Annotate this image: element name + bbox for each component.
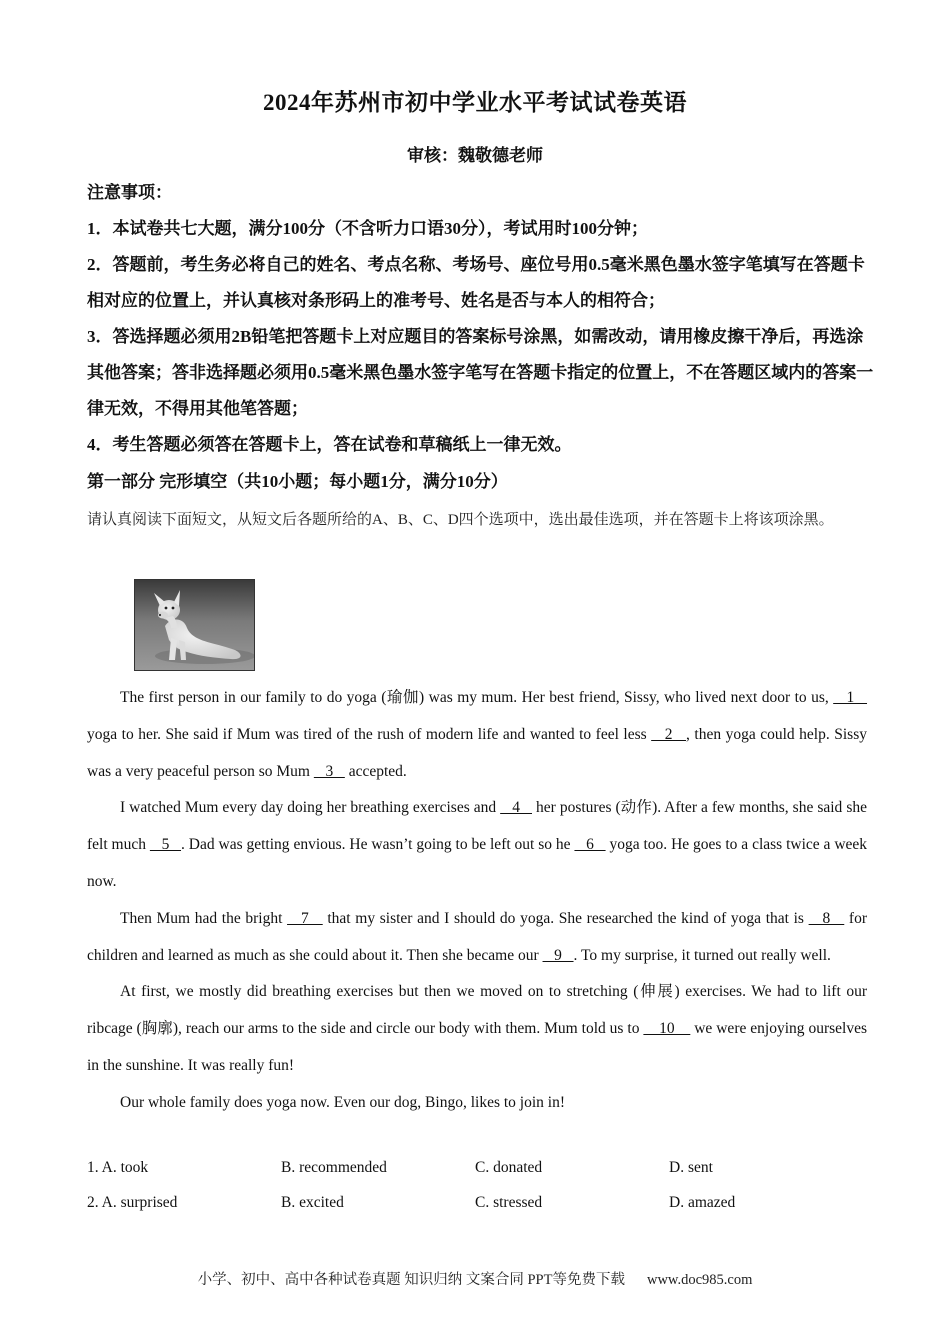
option-2a: 2. A. surprised [87, 1194, 178, 1211]
option-1b: B. recommended [281, 1159, 387, 1176]
blank-6: 6 [574, 836, 606, 854]
option-1c: C. donated [475, 1159, 543, 1176]
passage-text: The first person in our family to do yoga (瑜伽) was my mum. Her best friend, Sissy, who lived next door to us, [120, 689, 834, 706]
blank-4: 4 [500, 799, 532, 817]
dog-yoga-illustration [135, 580, 254, 670]
passage-text: . Dad was getting envious. He wasn’t going to be left out so he [181, 836, 575, 854]
passage-text: yoga to her. She said if Mum was tired of the rush of modern life and wanted to feel less [87, 725, 652, 743]
dog-yoga-photo [134, 579, 255, 671]
section-instruction: 请认真阅读下面短文，从短文后各题所给的A、B、C、D四个选项中，选出最佳选项，并在答题卡上将该项涂黑。 [87, 512, 834, 528]
blank-9: 9 [542, 946, 574, 964]
option-2b: B. excited [281, 1194, 344, 1211]
section-heading: 第一部分 完形填空（共10小题；每小题1分，满分10分） [87, 472, 508, 491]
exam-notes [87, 175, 877, 463]
cloze-passage [87, 680, 867, 1122]
blank-5: 5 [149, 836, 182, 854]
passage-text: I watched Mum every day doing her breathing exercises and [120, 799, 501, 817]
blank-3: 3 [313, 762, 345, 780]
footer-text: 小学、初中、高中各种试卷真题 知识归纳 文案合同 PPT等免费下载 [197, 1272, 625, 1288]
note-item-2: 2．答题前，考生务必将自己的姓名、考点名称、考场号、座位号用0.5毫米黑色墨水签字笔填写在答题卡相对应的位置上，并认真核对条形码上的准考号、姓名是否与本人的相符合； [87, 255, 865, 310]
option-2d: D. amazed [669, 1194, 736, 1211]
option-1d: D. sent [669, 1159, 713, 1176]
passage-paragraph-4 [87, 974, 867, 1084]
passage-text: yoga too. He goes to a class twice a week now. [87, 836, 868, 890]
passage-paragraph-2 [87, 790, 867, 900]
passage-paragraph-1 [87, 680, 867, 790]
passage-text: we were enjoying ourselves in the sunshine. It was really fun! [87, 1020, 867, 1074]
passage-text: for children and learned as much as she could about it. Then she became our [87, 909, 867, 964]
passage-paragraph-5: Our whole family does yoga now. Even our dog, Bingo, likes to join in! [120, 1093, 565, 1111]
blank-10: 10 [643, 1020, 691, 1038]
answer-options [87, 1153, 867, 1223]
blank-8: 8 [808, 909, 845, 927]
blank-7: 7 [287, 909, 323, 927]
option-2c: C. stressed [475, 1194, 543, 1211]
passage-text: At first, we mostly did breathing exercises but then we moved on to stretching (伸展) exercises. We had to lift our ribcage (胸廓), reach our arms to the side and circle our body with them. Mum told us to [87, 983, 867, 1038]
question-2-options [87, 1188, 867, 1223]
passage-text: , then yoga could help. Sissy was a very peaceful person so Mum [87, 725, 867, 780]
footer-url: www.doc985.com [646, 1272, 753, 1288]
passage-text: accepted. [344, 762, 407, 780]
note-item-1: 1．本试卷共七大题，满分100分（不含听力口语30分），考试用时100分钟； [87, 219, 648, 238]
blank-2: 2 [651, 725, 686, 743]
passage-text: Then Mum had the bright [120, 909, 288, 927]
reviewer-line: 审核：魏敬德老师 [407, 146, 543, 165]
exam-title: 2024年苏州市初中学业水平考试试卷英语 [263, 90, 687, 115]
question-1-options [87, 1153, 867, 1188]
notes-heading: 注意事项： [87, 183, 172, 202]
passage-text: . To my surprise, it turned out really well. [573, 946, 831, 964]
note-item-4: 4．考生答题必须答在答题卡上，答在试卷和草稿纸上一律无效。 [87, 435, 572, 454]
passage-paragraph-3 [87, 901, 867, 975]
option-1a: 1. A. took [87, 1159, 149, 1176]
page-footer [0, 1268, 950, 1289]
passage-text: that my sister and I should do yoga. She researched the kind of yoga that is [322, 909, 809, 927]
note-item-3: 3．答选择题必须用2B铅笔把答题卡上对应题目的答案标号涂黑，如需改动，请用橡皮擦干净后，再选涂其他答案；答非选择题必须用0.5毫米黑色墨水签字笔写在答题卡指定的位置上，不在答题区域内的答案一律无效，不得用其他笔答题； [87, 327, 874, 418]
passage-text: her postures (动作). After a few months, she said she felt much [87, 799, 867, 854]
blank-1: 1 [833, 689, 868, 706]
